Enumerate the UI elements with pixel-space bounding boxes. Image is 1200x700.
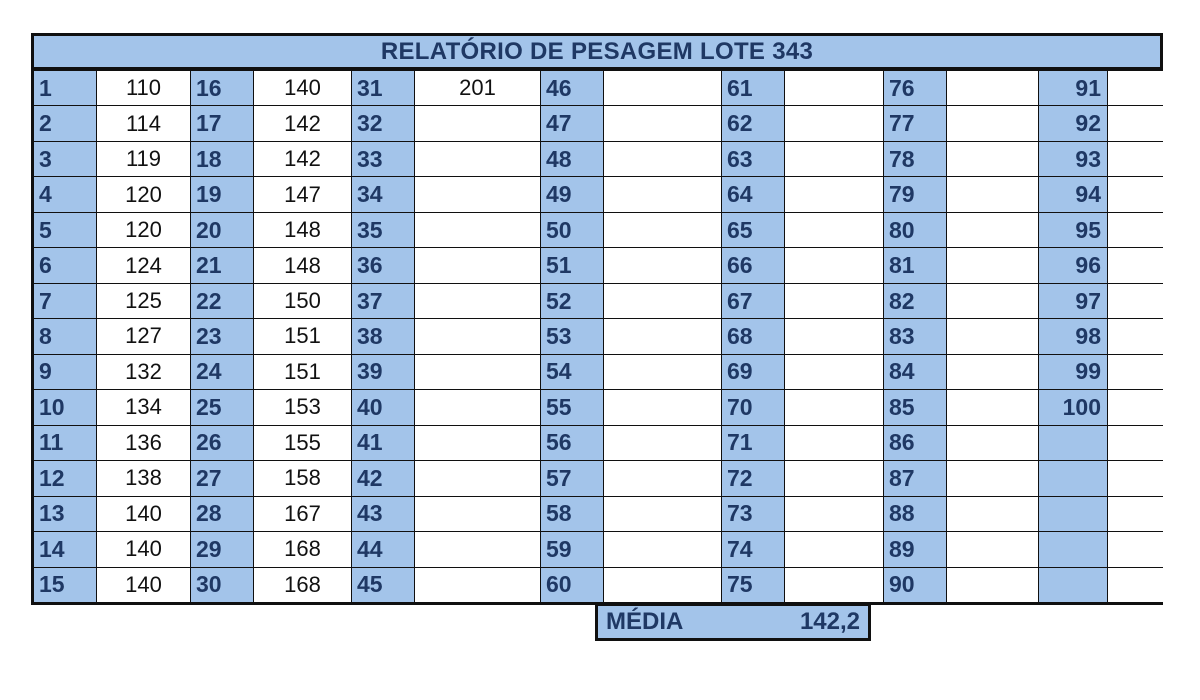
item-number: 82 [884,284,946,318]
weight-value [604,106,721,140]
item-number: 85 [884,390,946,424]
weight-value [604,390,721,424]
weight-value [415,426,540,460]
weight-value: 120 [97,213,190,247]
weight-value: 124 [97,248,190,282]
item-number: 87 [884,461,946,495]
weight-value [785,284,883,318]
report-title: RELATÓRIO DE PESAGEM LOTE 343 [31,33,1163,70]
weight-value [785,355,883,389]
weight-value: 142 [254,106,351,140]
item-number: 3 [34,142,96,176]
weight-value: 140 [97,568,190,602]
item-number: 54 [541,355,603,389]
weight-value [604,461,721,495]
item-number: 44 [352,532,414,566]
weight-value [1108,177,1176,211]
item-number: 35 [352,213,414,247]
item-number: 92 [1039,106,1107,140]
weight-value [785,106,883,140]
item-number: 80 [884,213,946,247]
weight-value [947,71,1038,105]
item-number: 31 [352,71,414,105]
item-number: 36 [352,248,414,282]
weight-value [604,284,721,318]
weight-value [1108,461,1176,495]
item-number: 22 [191,284,253,318]
weight-value [785,248,883,282]
item-number: 38 [352,319,414,353]
item-number: 40 [352,390,414,424]
weight-value: 119 [97,142,190,176]
weight-value [604,568,721,602]
item-number: 7 [34,284,96,318]
item-number: 34 [352,177,414,211]
weight-value: 168 [254,532,351,566]
weight-value [415,390,540,424]
item-number: 41 [352,426,414,460]
weight-value [947,213,1038,247]
weight-value [415,461,540,495]
item-number: 13 [34,497,96,531]
item-number: 20 [191,213,253,247]
weight-value: 153 [254,390,351,424]
item-number: 29 [191,532,253,566]
weight-value [604,532,721,566]
item-number: 86 [884,426,946,460]
weight-value: 158 [254,461,351,495]
item-number: 32 [352,106,414,140]
weight-value [415,497,540,531]
item-number: 17 [191,106,253,140]
weight-value [785,497,883,531]
item-number: 62 [722,106,784,140]
item-number: 97 [1039,284,1107,318]
item-number: 4 [34,177,96,211]
item-number: 27 [191,461,253,495]
item-number: 5 [34,213,96,247]
item-number: 73 [722,497,784,531]
weight-value: 140 [97,532,190,566]
weight-value [947,284,1038,318]
average-label: MÉDIA [606,608,684,635]
weight-value [415,142,540,176]
weight-value [415,248,540,282]
item-number: 93 [1039,142,1107,176]
weight-value [947,461,1038,495]
item-number: 42 [352,461,414,495]
item-number: 52 [541,284,603,318]
weight-value: 140 [254,71,351,105]
item-number: 21 [191,248,253,282]
item-number: 89 [884,532,946,566]
weight-value: 110 [97,71,190,105]
item-number: 60 [541,568,603,602]
weight-value [947,532,1038,566]
item-number: 18 [191,142,253,176]
item-number-empty [1039,568,1107,602]
weight-value: 151 [254,319,351,353]
item-number: 50 [541,213,603,247]
item-number: 1 [34,71,96,105]
item-number: 98 [1039,319,1107,353]
item-number: 55 [541,390,603,424]
weight-value [415,177,540,211]
item-number: 64 [722,177,784,211]
item-number: 96 [1039,248,1107,282]
weight-value: 127 [97,319,190,353]
item-number: 57 [541,461,603,495]
weight-value: 114 [97,106,190,140]
item-number: 77 [884,106,946,140]
weight-value [947,248,1038,282]
item-number: 43 [352,497,414,531]
item-number: 65 [722,213,784,247]
weight-value [1108,319,1176,353]
item-number: 74 [722,532,784,566]
weight-value [415,319,540,353]
item-number: 26 [191,426,253,460]
weight-value: 151 [254,355,351,389]
weight-value [604,355,721,389]
average-row [595,603,871,641]
item-number-empty [1039,461,1107,495]
weight-value [415,213,540,247]
average-value: 142,2 [799,608,860,635]
weight-value [785,71,883,105]
weight-value: 125 [97,284,190,318]
item-number: 66 [722,248,784,282]
item-number: 67 [722,284,784,318]
weight-value [415,568,540,602]
item-number: 11 [34,426,96,460]
weight-value [1108,355,1176,389]
weight-value [604,142,721,176]
weight-value [1108,213,1176,247]
item-number: 71 [722,426,784,460]
item-number-empty [1039,532,1107,566]
item-number: 94 [1039,177,1107,211]
weight-value [947,426,1038,460]
weight-value: 155 [254,426,351,460]
weight-value [604,497,721,531]
item-number: 12 [34,461,96,495]
weight-value [415,106,540,140]
item-number: 75 [722,568,784,602]
weight-value [1108,532,1176,566]
weight-value: 134 [97,390,190,424]
weight-value [947,177,1038,211]
weight-value [785,532,883,566]
weight-value [785,177,883,211]
item-number-empty [1039,497,1107,531]
item-number: 100 [1039,390,1107,424]
item-number: 56 [541,426,603,460]
item-number: 70 [722,390,784,424]
weight-value [604,71,721,105]
weight-value: 132 [97,355,190,389]
weight-value: 201 [415,71,540,105]
weight-value [1108,142,1176,176]
weight-value: 147 [254,177,351,211]
weight-value: 120 [97,177,190,211]
item-number: 95 [1039,213,1107,247]
weight-value: 167 [254,497,351,531]
weight-value: 148 [254,248,351,282]
weight-value [1108,106,1176,140]
weight-value [947,568,1038,602]
weight-value [947,142,1038,176]
weight-value: 142 [254,142,351,176]
weight-value [785,142,883,176]
weight-value [947,497,1038,531]
weight-value: 140 [97,497,190,531]
weight-value: 150 [254,284,351,318]
item-number: 33 [352,142,414,176]
item-number: 47 [541,106,603,140]
item-number: 49 [541,177,603,211]
item-number: 39 [352,355,414,389]
item-number: 61 [722,71,784,105]
item-number: 23 [191,319,253,353]
item-number: 59 [541,532,603,566]
item-number: 6 [34,248,96,282]
item-number: 28 [191,497,253,531]
weight-value [1108,284,1176,318]
weight-value: 136 [97,426,190,460]
item-number: 84 [884,355,946,389]
item-number: 83 [884,319,946,353]
weight-value [947,106,1038,140]
item-number: 78 [884,142,946,176]
item-number: 58 [541,497,603,531]
weight-value [1108,390,1176,424]
weight-value [1108,568,1176,602]
item-number: 99 [1039,355,1107,389]
item-number: 14 [34,532,96,566]
item-number: 30 [191,568,253,602]
item-number: 91 [1039,71,1107,105]
item-number: 79 [884,177,946,211]
item-number: 51 [541,248,603,282]
item-number: 25 [191,390,253,424]
item-number: 63 [722,142,784,176]
item-number: 68 [722,319,784,353]
item-number: 9 [34,355,96,389]
weight-value [785,390,883,424]
item-number: 81 [884,248,946,282]
item-number: 45 [352,568,414,602]
weight-value [1108,248,1176,282]
weight-value [415,355,540,389]
weight-value [604,177,721,211]
item-number: 19 [191,177,253,211]
item-number: 24 [191,355,253,389]
item-number: 72 [722,461,784,495]
weight-value [604,248,721,282]
weight-value [604,319,721,353]
item-number: 53 [541,319,603,353]
item-number: 10 [34,390,96,424]
item-number-empty [1039,426,1107,460]
weight-value [947,390,1038,424]
item-number: 48 [541,142,603,176]
item-number: 8 [34,319,96,353]
item-number: 76 [884,71,946,105]
weight-value [415,532,540,566]
item-number: 15 [34,568,96,602]
weight-value [604,213,721,247]
item-number: 88 [884,497,946,531]
weight-value [785,319,883,353]
item-number: 90 [884,568,946,602]
weight-value: 138 [97,461,190,495]
weight-value [1108,497,1176,531]
weight-value [415,284,540,318]
weight-value [604,426,721,460]
weight-value [947,355,1038,389]
weight-value: 168 [254,568,351,602]
weight-value [785,213,883,247]
weight-value [1108,426,1176,460]
weight-value [1108,71,1176,105]
weight-value [785,568,883,602]
item-number: 16 [191,71,253,105]
weight-value [785,461,883,495]
item-number: 37 [352,284,414,318]
weight-value [785,426,883,460]
weighing-table [31,68,1163,605]
item-number: 2 [34,106,96,140]
item-number: 69 [722,355,784,389]
item-number: 46 [541,71,603,105]
weight-value: 148 [254,213,351,247]
weight-value [947,319,1038,353]
